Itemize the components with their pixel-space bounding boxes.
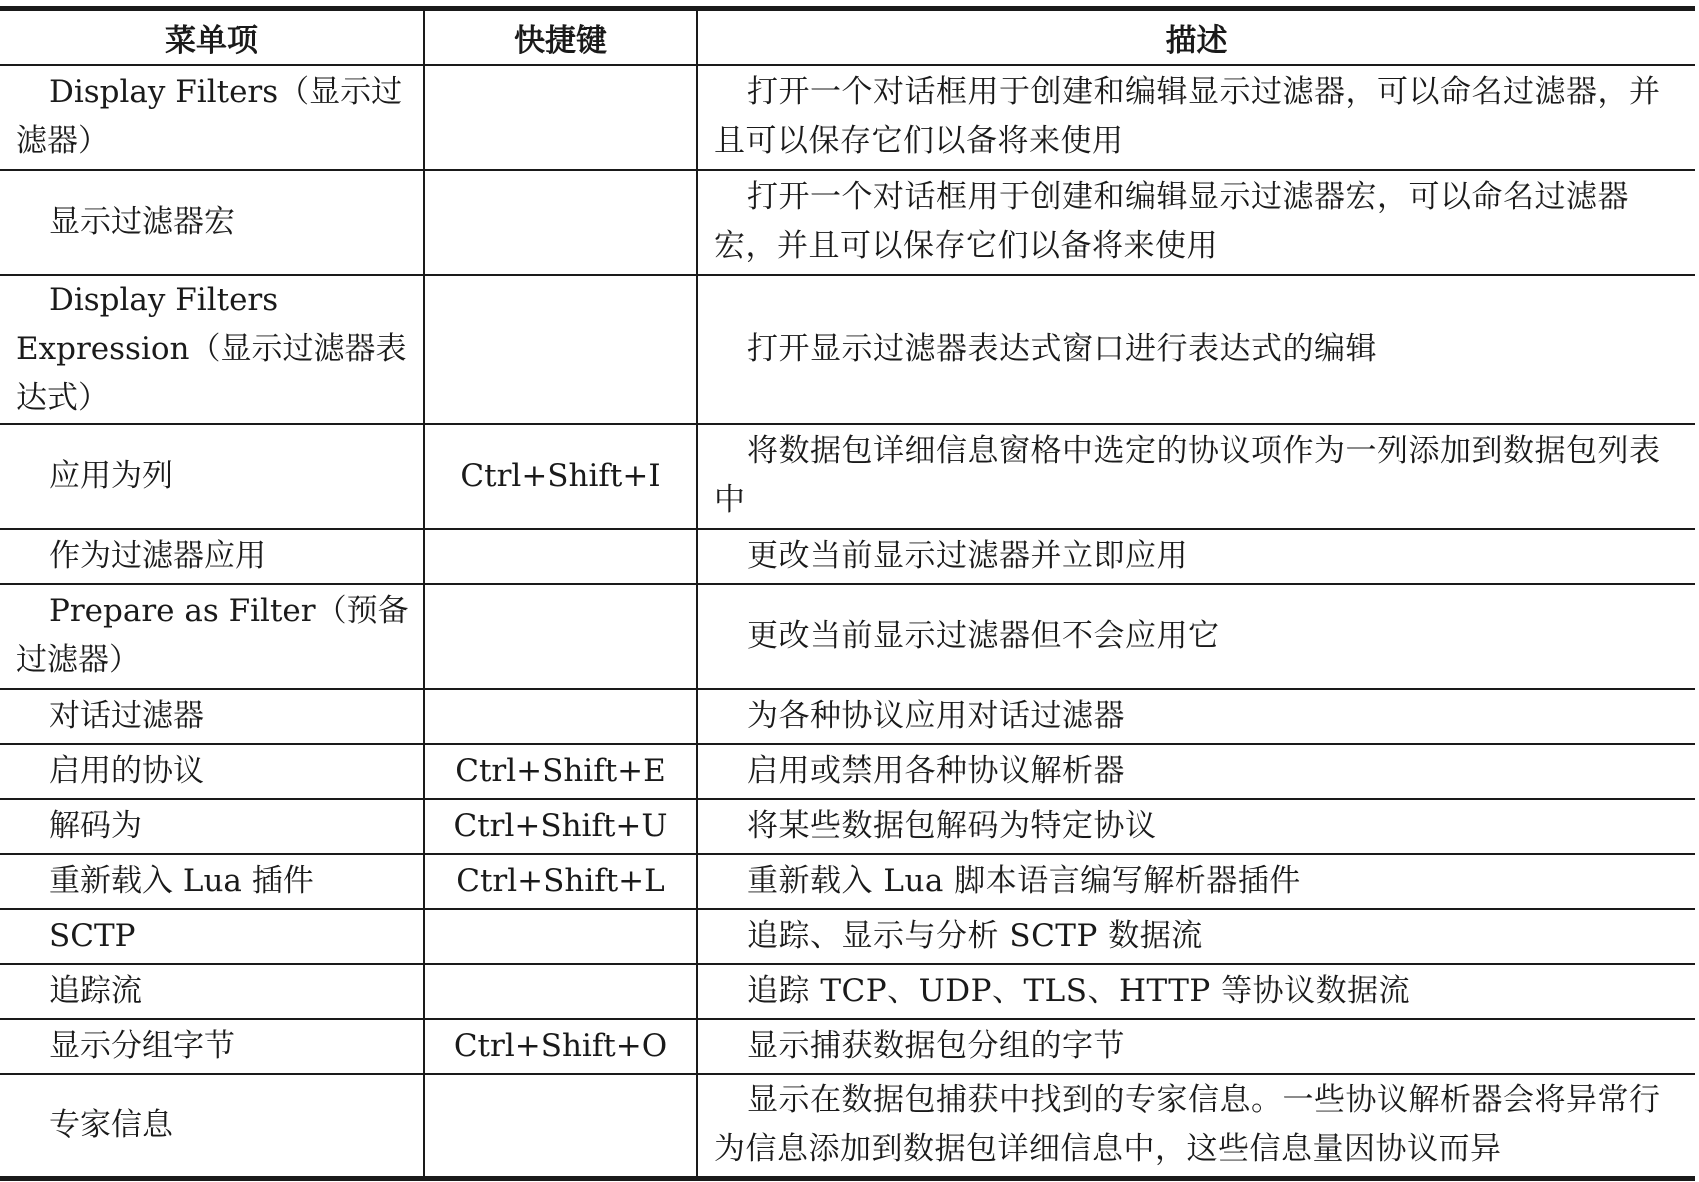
menu-item-cell: 追踪流: [0, 964, 424, 1019]
menu-item-cell: 对话过滤器: [0, 689, 424, 744]
description-cell: 打开一个对话框用于创建和编辑显示过滤器宏，可以命名过滤器宏，并且可以保存它们以备将来使用: [697, 170, 1695, 275]
description-cell: 将某些数据包解码为特定协议: [697, 799, 1695, 854]
menu-item-cell: 重新载入 Lua 插件: [0, 854, 424, 909]
menu-item-cell: 显示过滤器宏: [0, 170, 424, 275]
menu-item-cell: Prepare as Filter（预备过滤器）: [0, 584, 424, 689]
shortcut-cell: [424, 65, 697, 170]
table-row: [0, 529, 1695, 584]
table-row: [0, 424, 1695, 529]
shortcut-cell: Ctrl+Shift+L: [424, 854, 697, 909]
shortcut-cell: [424, 529, 697, 584]
shortcut-cell: [424, 584, 697, 689]
menu-shortcut-table: [0, 6, 1695, 1181]
table-header-row: [0, 9, 1695, 65]
description-cell: 更改当前显示过滤器但不会应用它: [697, 584, 1695, 689]
description-cell: 重新载入 Lua 脚本语言编写解析器插件: [697, 854, 1695, 909]
description-cell: 打开显示过滤器表达式窗口进行表达式的编辑: [697, 275, 1695, 424]
menu-item-cell: 解码为: [0, 799, 424, 854]
menu-item-cell: 专家信息: [0, 1074, 424, 1179]
shortcut-cell: Ctrl+Shift+I: [424, 424, 697, 529]
menu-item-cell: 应用为列: [0, 424, 424, 529]
table-row: [0, 964, 1695, 1019]
menu-item-cell: Display Filters Expression（显示过滤器表达式）: [0, 275, 424, 424]
shortcut-cell: [424, 689, 697, 744]
description-cell: 将数据包详细信息窗格中选定的协议项作为一列添加到数据包列表中: [697, 424, 1695, 529]
description-cell: 启用或禁用各种协议解析器: [697, 744, 1695, 799]
table-row: [0, 799, 1695, 854]
table-row: [0, 744, 1695, 799]
description-cell: 为各种协议应用对话过滤器: [697, 689, 1695, 744]
table-row: [0, 65, 1695, 170]
menu-item-cell: Display Filters（显示过滤器）: [0, 65, 424, 170]
table-row: [0, 1074, 1695, 1179]
description-cell: 显示捕获数据包分组的字节: [697, 1019, 1695, 1074]
description-cell: 更改当前显示过滤器并立即应用: [697, 529, 1695, 584]
shortcut-cell: [424, 1074, 697, 1179]
table-row: [0, 584, 1695, 689]
menu-item-cell: 作为过滤器应用: [0, 529, 424, 584]
shortcut-cell: [424, 275, 697, 424]
description-cell: 追踪 TCP、UDP、TLS、HTTP 等协议数据流: [697, 964, 1695, 1019]
shortcut-cell: [424, 909, 697, 964]
description-cell: 追踪、显示与分析 SCTP 数据流: [697, 909, 1695, 964]
menu-item-cell: 显示分组字节: [0, 1019, 424, 1074]
table-row: [0, 854, 1695, 909]
header-menu-item: 菜单项: [0, 9, 424, 65]
table-row: [0, 909, 1695, 964]
menu-item-cell: 启用的协议: [0, 744, 424, 799]
header-description: 描述: [697, 9, 1695, 65]
description-cell: 显示在数据包捕获中找到的专家信息。一些协议解析器会将异常行为信息添加到数据包详细信息中，这些信息量因协议而异: [697, 1074, 1695, 1179]
table-row: [0, 170, 1695, 275]
table-row: [0, 689, 1695, 744]
description-cell: 打开一个对话框用于创建和编辑显示过滤器，可以命名过滤器，并且可以保存它们以备将来使用: [697, 65, 1695, 170]
shortcut-cell: Ctrl+Shift+O: [424, 1019, 697, 1074]
shortcut-cell: Ctrl+Shift+E: [424, 744, 697, 799]
table-row: [0, 275, 1695, 424]
shortcut-cell: Ctrl+Shift+U: [424, 799, 697, 854]
shortcut-cell: [424, 964, 697, 1019]
shortcut-cell: [424, 170, 697, 275]
menu-item-cell: SCTP: [0, 909, 424, 964]
header-shortcut: 快捷键: [424, 9, 697, 65]
table-row: [0, 1019, 1695, 1074]
